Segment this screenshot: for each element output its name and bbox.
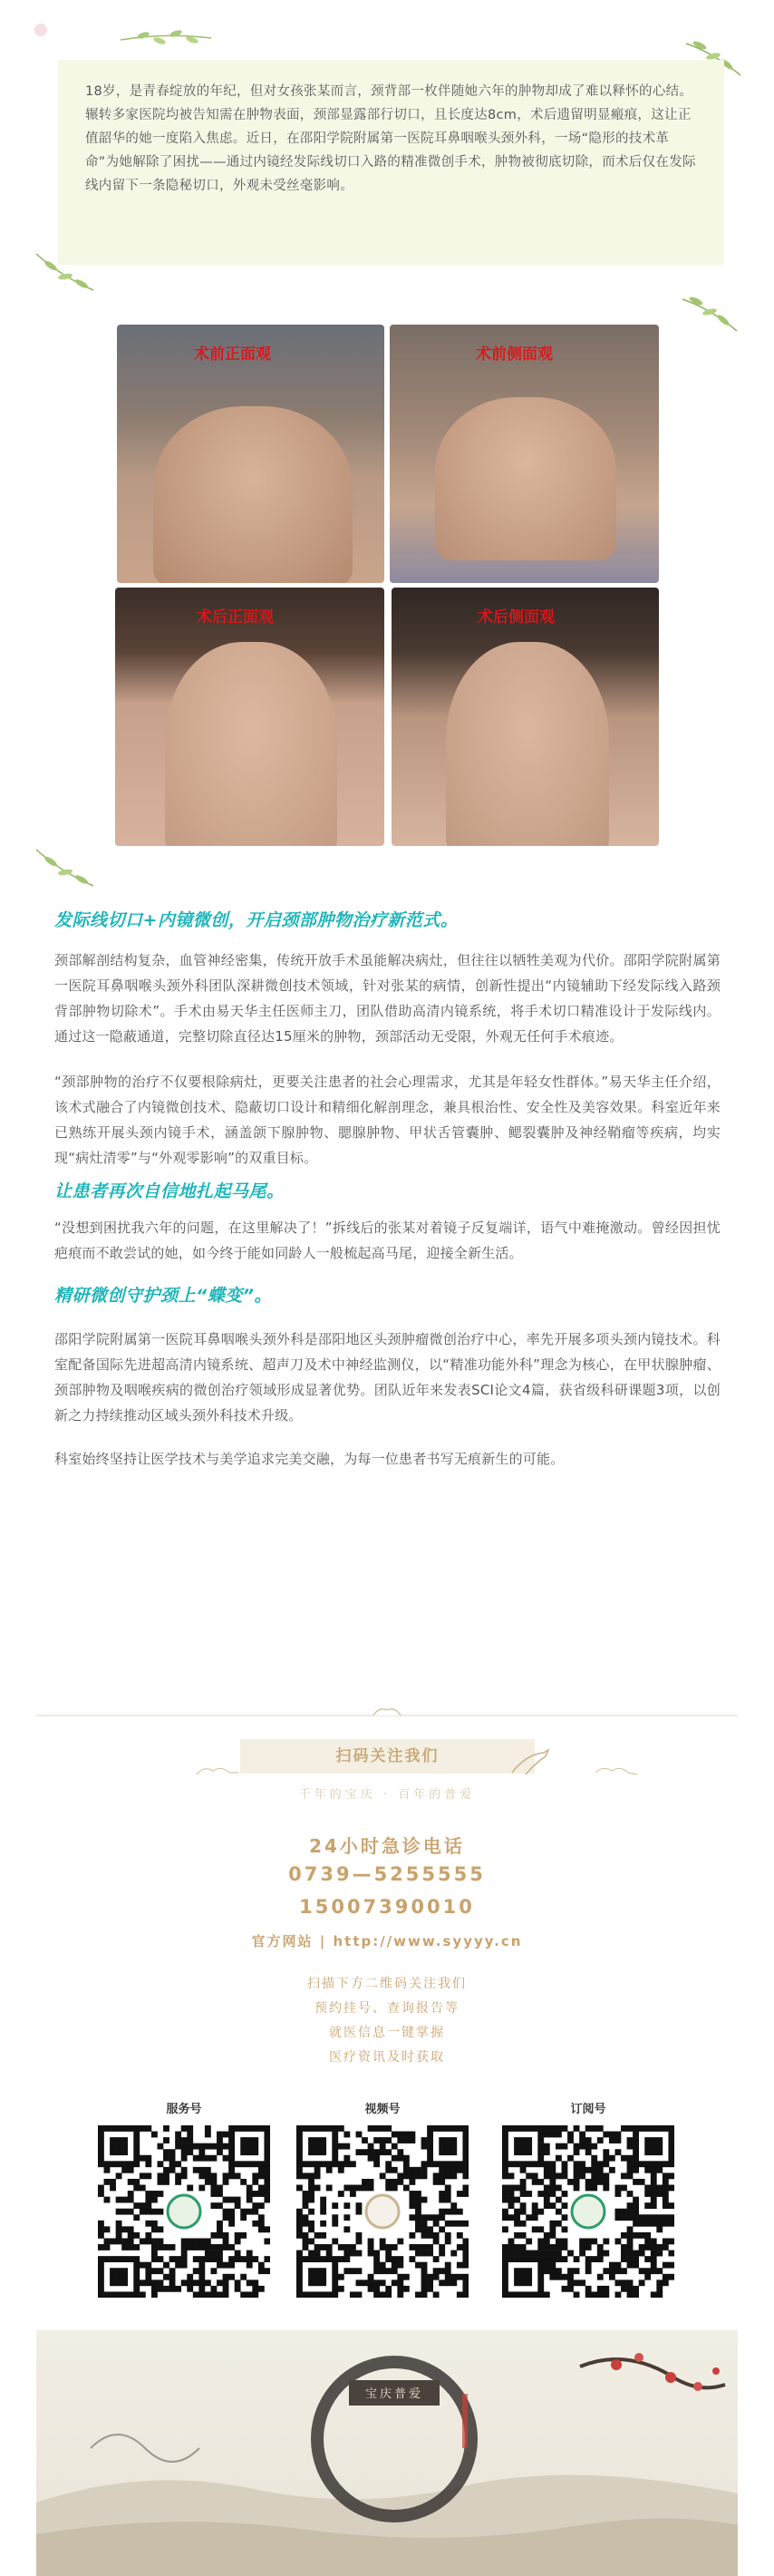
qr-label: 视频号	[364, 2103, 401, 2116]
intro-box	[58, 60, 724, 265]
photo-pre-side	[390, 325, 659, 583]
article	[54, 907, 721, 1472]
hotline-title: 24小时急诊电话	[309, 1835, 465, 1857]
service-lines	[0, 1972, 774, 2070]
article-paragraph: 科室始终坚持让医学技术与美学追求完美交融，为每一位患者书写无痕新生的可能。	[54, 1451, 565, 1467]
photo-caption: 术前侧面观	[476, 345, 553, 364]
section-heading: 精研微创守护颈上“蝶变”。	[54, 1286, 272, 1306]
leaf-branch-icon	[34, 845, 98, 890]
photo-pre-front	[117, 325, 384, 583]
qr-service	[98, 2099, 270, 2298]
decorative-dot	[34, 24, 47, 36]
qr-code-icon[interactable]	[98, 2125, 270, 2298]
phone-number[interactable]: 0739—5255555	[288, 1863, 486, 1885]
article-paragraph: 颈部解剖结构复杂，血管神经密集，传统开放手术虽能解决病灶，但往往以牺牲美观为代价。邵阳学院附属第一医院耳鼻咽喉头颈外科团队深耕微创技术领域，针对张某的病情，创新性提出“内镜辅助下经发际线入路颈背部肿物切除术”。手术由易天华主任医师主刀，团队借助高清内镜系统，将手术切口精准设计于发际线内。通过这一隐蔽通道，完整切除直径达15厘米的肿物，颈部活动无受限，外观无任何手术痕迹。	[54, 952, 721, 1045]
photo-caption: 术后侧面观	[478, 608, 555, 627]
article-paragraph: 邵阳学院附属第一医院耳鼻咽喉头颈外科是邵阳地区头颈肿瘤微创治疗中心，率先开展多项头颈内镜技术。科室配备国际先进超高清内镜系统、超声刀及术中神经监测仪，以“精准功能外科”理念为核心，在甲状腺肿瘤、颈部肿物及咽喉疾病的微创治疗领域形成显著优势。团队近年来发表SCI论文4篇，获省级科研课题3项，以创新之力持续推动区域头颈外科技术升级。	[54, 1331, 721, 1424]
qr-label: 订阅号	[570, 2103, 606, 2116]
service-line: 就医信息一键掌握	[329, 2026, 445, 2040]
qr-banner	[240, 1739, 535, 1774]
intro-text: 18岁，是青春绽放的年纪，但对女孩张某而言，颈背部一枚伴随她六年的肿物却成了难以释怀的心结。辗转多家医院均被告知需在肿物表面，颈部显露部行切口，且长度达8cm，术后遗留明显瘢痕，这让正值韶华的她一度陷入焦虑。近日，在邵阳学院附属第一医院耳鼻咽喉头颈外科，一场“隐形的技术革命”为她解除了困扰——通过内镜经发际线切口入路的精准微创手术，肿物被彻底切除，而术后仅在发际线内留下一条隐秘切口，外观未受丝毫影响。	[85, 84, 696, 193]
photo-caption: 术前正面观	[194, 345, 271, 364]
section-heading: 让患者再次自信地扎起马尾。	[54, 1181, 285, 1201]
leaf-branch-icon	[34, 249, 98, 295]
photo-caption: 术后正面观	[197, 608, 274, 627]
qr-label: 服务号	[166, 2103, 202, 2116]
qr-video	[296, 2099, 469, 2298]
service-line: 医疗资讯及时获取	[329, 2050, 445, 2065]
leaf-ornament-icon	[116, 27, 216, 49]
cloud-ornament-icon	[195, 1764, 240, 1778]
service-line: 扫描下方二维码关注我们	[307, 1977, 467, 1991]
qr-subscription	[502, 2099, 674, 2298]
qr-code-icon[interactable]	[502, 2125, 674, 2298]
section-heading: 发际线切口+内镜微创，开启颈部肿物治疗新范式。	[54, 910, 459, 930]
slogan: 千年的宝庆 · 百年的普爱	[298, 1788, 476, 1802]
service-line: 预约挂号、查询报告等	[314, 2001, 460, 2016]
article-paragraph: “没想到困扰我六年的问题，在这里解决了！”拆线后的张某对着镜子反复端详，语气中难掩激动。曾经因担忧疤痕而不敢尝试的她，如今终于能如同龄人一般梳起高马尾，迎接全新生活。	[54, 1220, 721, 1261]
cloud-ornament-icon	[594, 1764, 639, 1778]
painting-sign: 宝庆普爱	[364, 2387, 423, 2401]
phone-number[interactable]: 15007390010	[299, 1896, 475, 1918]
photo-post-side	[392, 588, 659, 846]
article-paragraph: “颈部肿物的治疗不仅要根除病灶，更要关注患者的社会心理需求，尤其是年轻女性群体。”易天华主任介绍，该术式融合了内镜微创技术、隐蔽切口设计和精细化解剖理念，兼具根治性、安全性及美容效果。科室近年来已熟练开展头颈内镜手术，涵盖颌下腺肿物、腮腺肿物、甲状舌管囊肿、鳃裂囊肿及神经鞘瘤等疾病，均实现“病灶清零”与“外观零影响”的双重目标。	[54, 1074, 721, 1166]
photo-post-front	[115, 588, 384, 846]
ink-painting	[36, 2330, 738, 2576]
qr-banner-title: 扫码关注我们	[335, 1747, 440, 1765]
before-after-photos	[115, 325, 659, 846]
qr-code-icon[interactable]	[296, 2125, 469, 2298]
section-divider	[36, 1705, 738, 1717]
leaf-branch-icon	[678, 290, 741, 335]
website-link[interactable]: 官方网站 | http://www.syyyy.cn	[251, 1933, 523, 1949]
crane-icon	[508, 1745, 553, 1782]
